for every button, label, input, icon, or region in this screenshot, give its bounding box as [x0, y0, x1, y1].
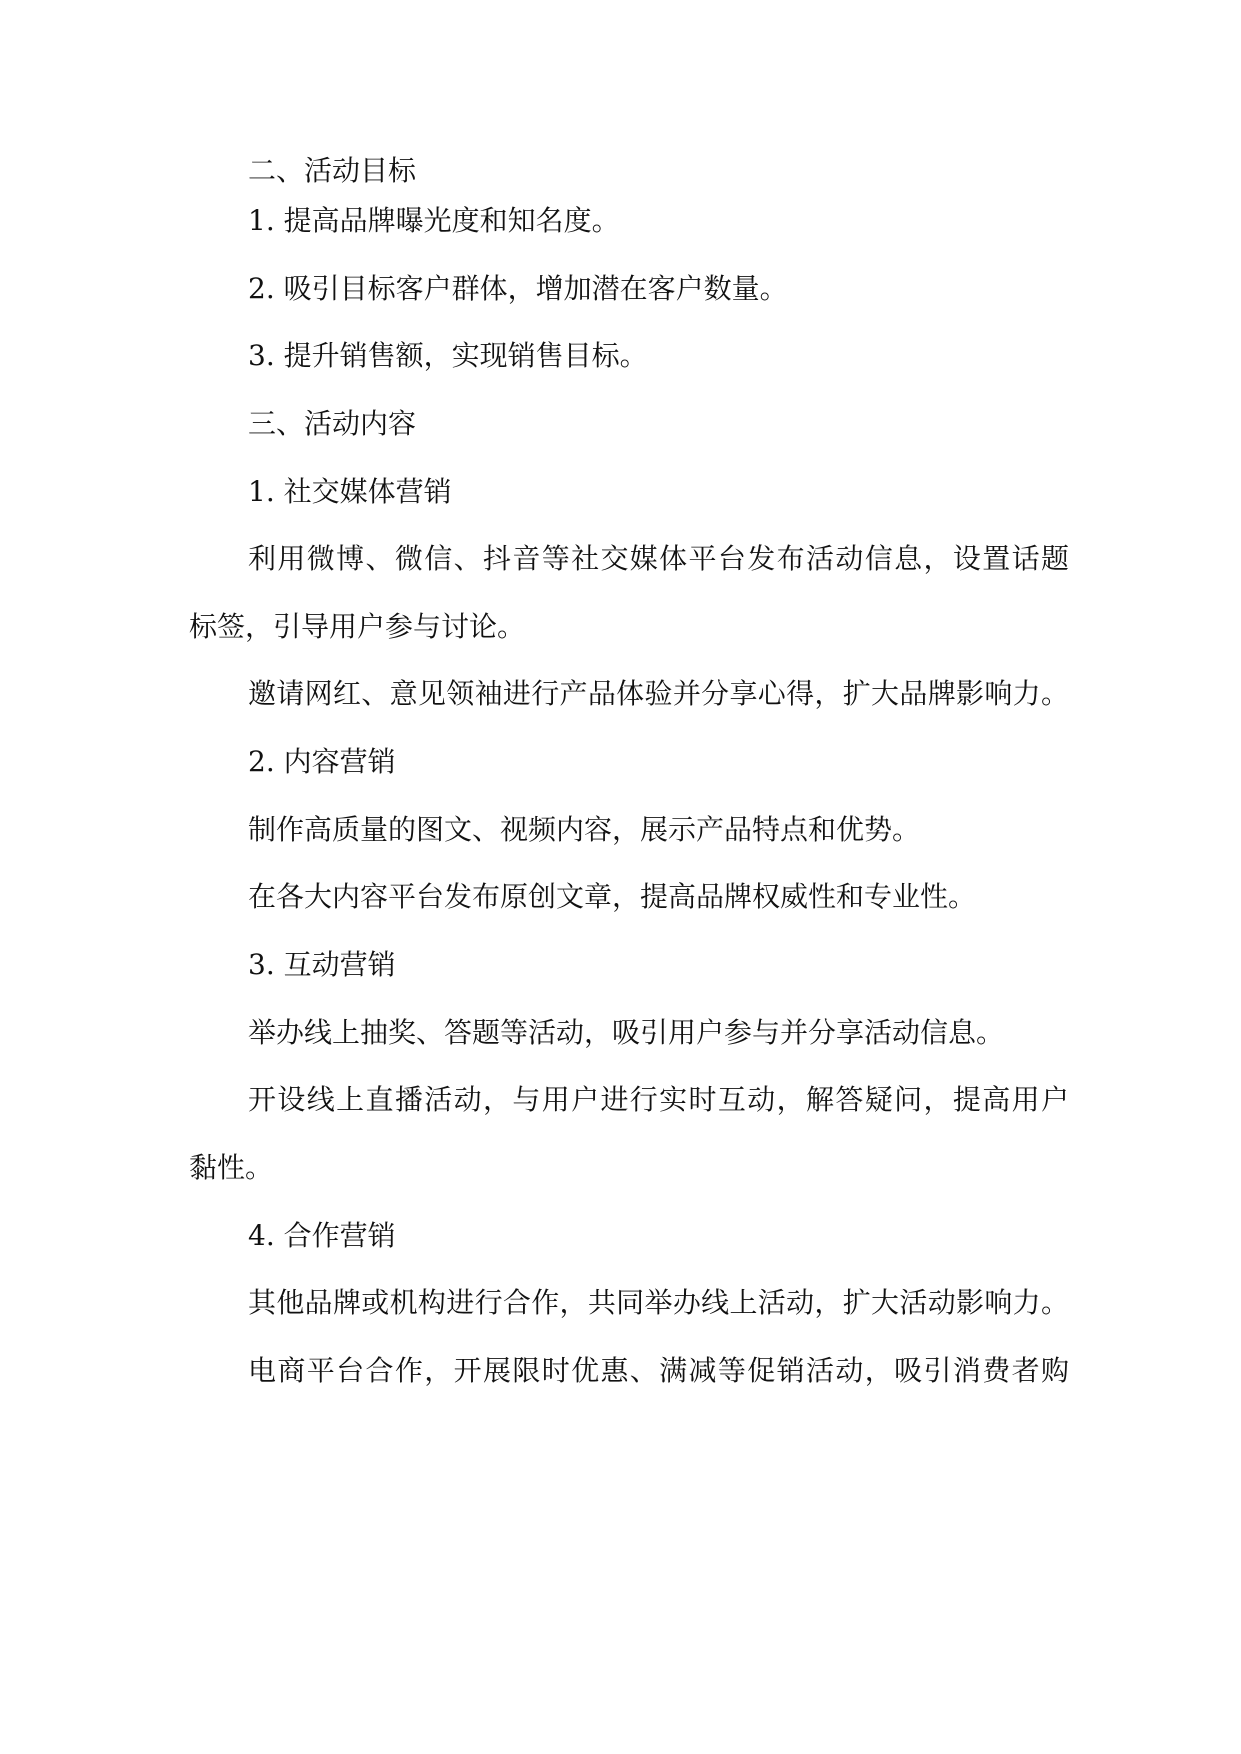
paragraph-line: 开设线上直播活动，与用户进行实时互动，解答疑问，提高用户	[248, 1083, 1069, 1116]
goal-item-3: 3. 提升销售额，实现销售目标。	[248, 339, 648, 372]
paragraph-line: 举办线上抽奖、答题等活动，吸引用户参与并分享活动信息。	[248, 1016, 1005, 1049]
paragraph-line: 邀请网红、意见领袖进行产品体验并分享心得，扩大品牌影响力。	[248, 677, 1069, 710]
paragraph-line: 黏性。	[189, 1151, 274, 1184]
paragraph-line: 标签，引导用户参与讨论。	[189, 610, 526, 643]
subheading-cooperation-marketing: 4. 合作营销	[248, 1219, 396, 1252]
subheading-social-media: 1. 社交媒体营销	[248, 475, 452, 508]
goal-item-2: 2. 吸引目标客户群体，增加潜在客户数量。	[248, 272, 788, 305]
paragraph-line: 电商平台合作，开展限时优惠、满减等促销活动，吸引消费者购	[248, 1354, 1069, 1387]
paragraph-line: 制作高质量的图文、视频内容，展示产品特点和优势。	[248, 813, 921, 846]
subheading-content-marketing: 2. 内容营销	[248, 745, 396, 778]
paragraph-line: 利用微博、微信、抖音等社交媒体平台发布活动信息，设置话题	[248, 542, 1069, 575]
paragraph-line: 其他品牌或机构进行合作，共同举办线上活动，扩大活动影响力。	[248, 1286, 1069, 1319]
subheading-interactive-marketing: 3. 互动营销	[248, 948, 396, 981]
goal-item-1: 1. 提高品牌曝光度和知名度。	[248, 204, 620, 237]
paragraph-line: 在各大内容平台发布原创文章，提高品牌权威性和专业性。	[248, 880, 977, 913]
section-heading-goals: 二、活动目标	[248, 154, 417, 187]
section-heading-content: 三、活动内容	[248, 407, 417, 440]
